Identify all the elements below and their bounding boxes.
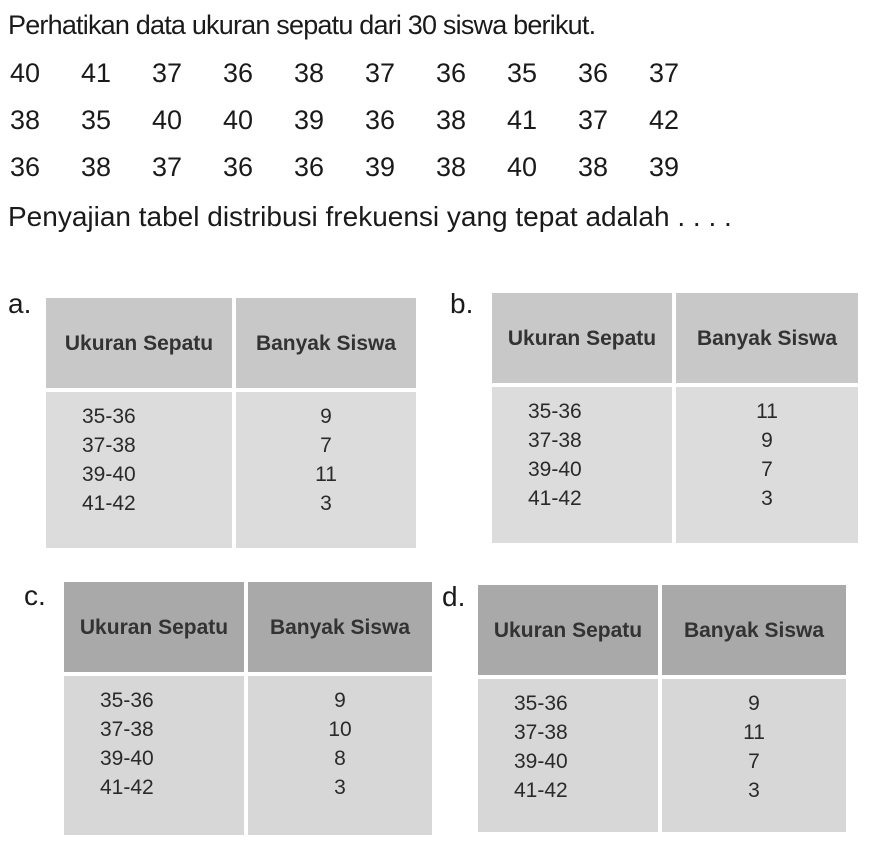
data-value: 37 [152,152,183,182]
option-a-table[interactable] [46,298,416,548]
option-a-header-size: Ukuran Sepatu [46,298,232,388]
option-c-size-column [64,676,244,835]
option-a-count-column [236,392,416,548]
option-a-letter[interactable]: a. [8,288,32,319]
data-value: 42 [649,105,680,135]
option-d-count-3: 7 [748,750,760,773]
question-prompt: Penyajian tabel distribusi frekuensi yang tepat adalah . . . . [8,201,732,232]
data-value: 36 [10,152,41,182]
data-value: 37 [152,58,183,88]
data-value: 38 [10,105,41,135]
option-a-size-1: 35-36 [82,405,136,428]
data-value: 35 [81,105,112,135]
data-value: 38 [294,58,325,88]
option-c-count-1: 9 [334,689,346,712]
data-value: 39 [365,152,396,182]
option-c-size-4: 41-42 [100,776,154,799]
option-a-header-count: Banyak Siswa [236,298,416,388]
data-value: 36 [578,58,609,88]
shoe-size-data-grid [10,50,720,191]
option-d-header-size: Ukuran Sepatu [478,585,658,675]
option-b-size-4: 41-42 [528,487,582,510]
option-d-size-3: 39-40 [514,750,568,773]
option-d-count-2: 11 [743,721,765,744]
option-a-count-2: 7 [320,434,332,457]
data-value: 39 [294,105,325,135]
option-a-size-2: 37-38 [82,434,136,457]
data-value: 40 [223,105,254,135]
option-a-count-4: 3 [320,492,332,515]
data-value: 39 [649,152,680,182]
data-value: 38 [578,152,609,182]
option-d-size-column [478,679,658,832]
option-d-count-column [662,679,846,832]
option-d-size-2: 37-38 [514,721,568,744]
option-d-count-4: 3 [748,779,760,802]
option-c-letter[interactable]: c. [24,580,46,611]
option-b-size-2: 37-38 [528,429,582,452]
option-b-count-1: 11 [756,400,778,423]
option-c-header-size: Ukuran Sepatu [64,582,244,672]
data-value: 37 [365,58,396,88]
data-value: 36 [223,58,254,88]
option-c-count-2: 10 [328,718,352,741]
data-value: 38 [436,105,467,135]
option-b-letter[interactable]: b. [450,288,474,319]
option-b-table[interactable] [492,293,858,543]
option-a-size-column [46,392,232,548]
option-d-table[interactable] [478,585,846,832]
data-value: 36 [294,152,325,182]
option-a-count-3: 11 [315,463,337,486]
option-c-table[interactable] [64,582,432,835]
option-a-size-4: 41-42 [82,492,136,515]
option-c-count-4: 3 [334,776,346,799]
option-b-header-size: Ukuran Sepatu [492,293,672,383]
data-value: 36 [436,58,467,88]
option-c-header-count: Banyak Siswa [248,582,432,672]
option-b-header-count: Banyak Siswa [676,293,858,383]
option-b-size-1: 35-36 [528,400,582,423]
data-value: 40 [507,152,538,182]
data-value: 40 [10,58,41,88]
option-b-size-column [492,387,672,543]
option-a-count-1: 9 [320,405,332,428]
option-d-size-1: 35-36 [514,692,568,715]
option-d-letter[interactable]: d. [442,581,466,612]
data-value: 41 [81,58,112,88]
data-value: 41 [507,105,538,135]
option-c-count-3: 8 [334,747,346,770]
option-b-size-3: 39-40 [528,458,582,481]
data-value: 36 [223,152,254,182]
question-intro: Perhatikan data ukuran sepatu dari 30 siswa berikut. [8,10,596,40]
data-value: 37 [578,105,609,135]
data-value: 38 [436,152,467,182]
option-c-count-column [248,676,432,835]
option-b-count-4: 3 [761,487,773,510]
data-value: 36 [365,105,396,135]
data-value: 40 [152,105,183,135]
option-b-count-column [676,387,858,543]
option-d-header-count: Banyak Siswa [662,585,846,675]
data-value: 35 [507,58,538,88]
option-c-size-2: 37-38 [100,718,154,741]
option-b-count-2: 9 [761,429,773,452]
option-c-size-1: 35-36 [100,689,154,712]
option-d-size-4: 41-42 [514,779,568,802]
data-value: 38 [81,152,112,182]
option-b-count-3: 7 [761,458,773,481]
option-c-size-3: 39-40 [100,747,154,770]
data-value: 37 [649,58,680,88]
option-d-count-1: 9 [748,692,760,715]
option-a-size-3: 39-40 [82,463,136,486]
